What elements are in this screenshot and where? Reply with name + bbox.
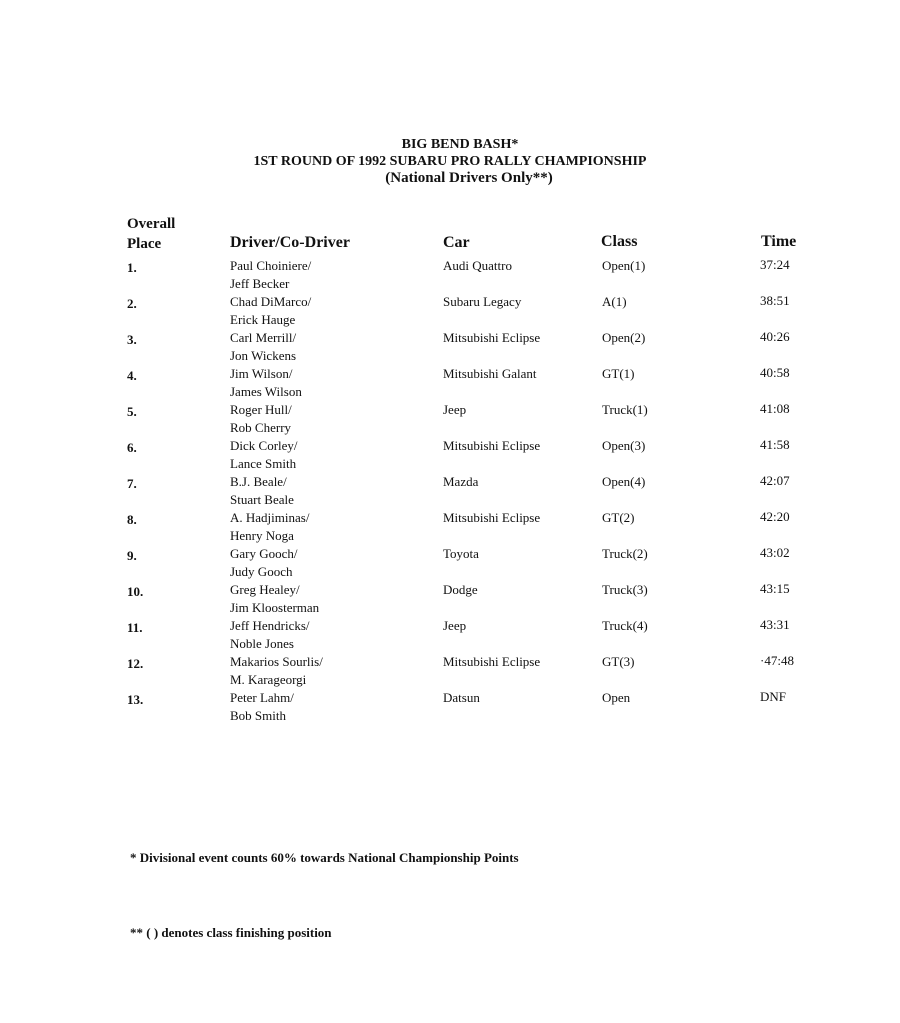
place-cell: 7. bbox=[127, 476, 137, 491]
driver-cell bbox=[230, 581, 319, 617]
class-cell: Truck(2) bbox=[602, 546, 648, 561]
class-cell: Open(2) bbox=[602, 330, 646, 345]
driver-name: Peter Lahm/ bbox=[230, 690, 294, 705]
class-cell: Truck(3) bbox=[602, 582, 648, 597]
place-cell: 8. bbox=[127, 512, 137, 527]
class-cell: GT(3) bbox=[602, 654, 635, 669]
table-row bbox=[0, 257, 900, 293]
driver-name: Gary Gooch/ bbox=[230, 546, 298, 561]
car-cell: Mazda bbox=[443, 474, 479, 489]
table-row bbox=[0, 689, 900, 725]
driver-cell bbox=[230, 617, 310, 653]
header-time: Time bbox=[761, 233, 797, 250]
event-subtitle: 1ST ROUND OF 1992 SUBARU PRO RALLY CHAMPIONSHIP bbox=[253, 154, 647, 169]
car-cell: Toyota bbox=[443, 546, 479, 561]
class-cell: Open(1) bbox=[602, 258, 646, 273]
header-class: Class bbox=[601, 233, 638, 250]
codriver-name: Noble Jones bbox=[230, 636, 294, 651]
driver-cell bbox=[230, 293, 311, 329]
place-cell: 1. bbox=[127, 260, 137, 275]
table-row bbox=[0, 401, 900, 437]
table-row bbox=[0, 437, 900, 473]
driver-name: A. Hadjiminas/ bbox=[230, 510, 310, 525]
place-cell: 3. bbox=[127, 332, 137, 347]
driver-name: B.J. Beale/ bbox=[230, 474, 287, 489]
codriver-name: Jeff Becker bbox=[230, 276, 290, 291]
car-cell: Mitsubishi Eclipse bbox=[443, 654, 541, 669]
time-cell: 43:02 bbox=[760, 545, 790, 560]
class-cell: GT(1) bbox=[602, 366, 635, 381]
table-row bbox=[0, 653, 900, 689]
place-cell: 9. bbox=[127, 548, 137, 563]
time-cell: DNF bbox=[760, 689, 787, 704]
codriver-name: James Wilson bbox=[230, 384, 302, 399]
place-cell: 5. bbox=[127, 404, 137, 419]
driver-name: Dick Corley/ bbox=[230, 438, 298, 453]
class-cell: A(1) bbox=[602, 294, 627, 309]
codriver-name: Henry Noga bbox=[230, 528, 294, 543]
car-cell: Mitsubishi Eclipse bbox=[443, 510, 541, 525]
codriver-name: M. Karageorgi bbox=[230, 672, 307, 687]
time-cell: 42:07 bbox=[760, 473, 790, 488]
table-row bbox=[0, 509, 900, 545]
driver-cell bbox=[230, 401, 292, 437]
time-cell: 37:24 bbox=[760, 257, 790, 272]
time-cell: 41:08 bbox=[760, 401, 790, 416]
codriver-name: Jon Wickens bbox=[230, 348, 297, 363]
table-row bbox=[0, 293, 900, 329]
class-cell: Truck(4) bbox=[602, 618, 648, 633]
class-cell: Open bbox=[602, 690, 631, 705]
driver-name: Makarios Sourlis/ bbox=[230, 654, 323, 669]
header-overall: Overall bbox=[127, 216, 176, 232]
driver-cell bbox=[230, 653, 323, 689]
table-row bbox=[0, 617, 900, 653]
driver-cell bbox=[230, 689, 294, 725]
place-cell: 2. bbox=[127, 296, 137, 311]
table-row bbox=[0, 545, 900, 581]
driver-cell bbox=[230, 509, 309, 545]
place-cell: 13. bbox=[127, 692, 144, 707]
driver-cell bbox=[230, 545, 298, 581]
table-row bbox=[0, 365, 900, 401]
place-cell: 4. bbox=[127, 368, 137, 383]
codriver-name: Rob Cherry bbox=[230, 420, 292, 435]
time-cell: 38:51 bbox=[760, 293, 790, 308]
title-block bbox=[0, 136, 900, 187]
class-cell: Open(3) bbox=[602, 438, 646, 453]
driver-cell bbox=[230, 365, 302, 401]
table-row bbox=[0, 473, 900, 509]
car-cell: Mitsubishi Eclipse bbox=[443, 438, 541, 453]
time-cell: 40:58 bbox=[760, 365, 790, 380]
table-row bbox=[0, 329, 900, 365]
driver-name: Greg Healey/ bbox=[230, 582, 300, 597]
driver-name: Jeff Hendricks/ bbox=[230, 618, 310, 633]
place-cell: 6. bbox=[127, 440, 137, 455]
codriver-name: Bob Smith bbox=[230, 708, 286, 723]
car-cell: Audi Quattro bbox=[443, 258, 512, 273]
driver-name: Paul Choiniere/ bbox=[230, 258, 312, 273]
codriver-name: Lance Smith bbox=[230, 456, 297, 471]
time-cell: 40:26 bbox=[760, 329, 790, 344]
codriver-name: Judy Gooch bbox=[230, 564, 293, 579]
header-driver: Driver/Co-Driver bbox=[230, 234, 350, 251]
driver-name: Chad DiMarco/ bbox=[230, 294, 312, 309]
class-cell: Open(4) bbox=[602, 474, 646, 489]
footnote-divisional: * Divisional event counts 60% towards National Championship Points bbox=[130, 850, 519, 865]
event-note: (National Drivers Only**) bbox=[385, 170, 553, 186]
car-cell: Subaru Legacy bbox=[443, 294, 522, 309]
driver-cell bbox=[230, 437, 298, 473]
time-cell: 41:58 bbox=[760, 437, 790, 452]
event-title: BIG BEND BASH* bbox=[401, 137, 519, 152]
time-cell: 42:20 bbox=[760, 509, 790, 524]
table-row bbox=[0, 581, 900, 617]
time-cell: 43:15 bbox=[760, 581, 790, 596]
class-cell: Truck(1) bbox=[602, 402, 648, 417]
driver-name: Jim Wilson/ bbox=[230, 366, 293, 381]
driver-name: Carl Merrill/ bbox=[230, 330, 297, 345]
codriver-name: Erick Hauge bbox=[230, 312, 296, 327]
time-cell: 43:31 bbox=[760, 617, 790, 632]
car-cell: Mitsubishi Eclipse bbox=[443, 330, 541, 345]
place-cell: 11. bbox=[127, 620, 143, 635]
driver-cell bbox=[230, 257, 311, 293]
header-place: Place bbox=[127, 236, 162, 252]
place-cell: 10. bbox=[127, 584, 144, 599]
header-car: Car bbox=[443, 234, 470, 251]
driver-cell bbox=[230, 473, 294, 509]
codriver-name: Stuart Beale bbox=[230, 492, 294, 507]
car-cell: Datsun bbox=[443, 690, 480, 705]
car-cell: Jeep bbox=[443, 402, 467, 417]
class-cell: GT(2) bbox=[602, 510, 635, 525]
place-cell: 12. bbox=[127, 656, 144, 671]
footnote-class-position: ** ( ) denotes class finishing position bbox=[130, 925, 332, 940]
codriver-name: Jim Kloosterman bbox=[230, 600, 320, 615]
time-cell: ·47:48 bbox=[760, 653, 794, 668]
car-cell: Jeep bbox=[443, 618, 467, 633]
driver-cell bbox=[230, 329, 296, 365]
driver-name: Roger Hull/ bbox=[230, 402, 292, 417]
car-cell: Mitsubishi Galant bbox=[443, 366, 537, 381]
car-cell: Dodge bbox=[443, 582, 478, 597]
